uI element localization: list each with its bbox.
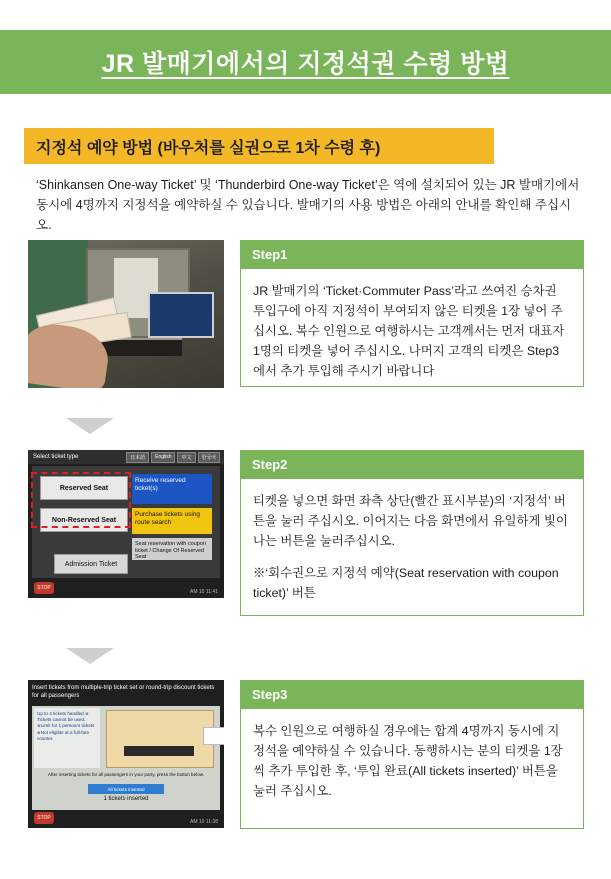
step-2-body — [240, 479, 584, 616]
step-2-body-main: 티켓을 넣으면 화면 좌측 상단(빨간 표시부분)의 ‘지정석’ 버튼을 눌러 주십시오. 이어지는 다음 화면에서 유일하게 빛이 나는 버튼을 눌러주십시오. — [253, 494, 568, 549]
step-1-text-block — [240, 240, 584, 387]
step-2-photo — [28, 450, 224, 598]
tickets-inserted-count: 1 tickets inserted — [103, 796, 149, 802]
page-header — [0, 30, 611, 94]
receive-reserved-ticket-button: Receive reserved ticket(s) — [132, 474, 212, 504]
insert-screen-mid-note: After inserting tickets for all passengers in your party, press the button below. — [47, 772, 205, 777]
stop-button: STOP — [34, 812, 54, 824]
admission-ticket-button: Admission Ticket — [54, 554, 128, 574]
screen-clock: AM 10 11:41 — [190, 588, 218, 595]
coupon-seat-reservation-button: Seat reservation with coupon ticket / Change Of Reserved Seat — [132, 538, 212, 560]
step-1 — [28, 240, 584, 402]
illustration-ticket-1 — [203, 727, 224, 745]
step-2-text-block — [240, 450, 584, 616]
insert-tickets-screen — [28, 680, 224, 828]
ticket-type-screen — [28, 450, 224, 598]
lang-ko: 한국어 — [198, 452, 221, 463]
step-1-heading: Step1 — [240, 240, 584, 269]
red-highlight-box — [31, 472, 131, 528]
subtitle-bar — [24, 128, 494, 164]
step-3 — [28, 680, 584, 840]
machine-illustration — [106, 710, 214, 768]
insert-screen-heading: Insert tickets from multiple-trip ticket set or round-trip discount tickets for all passengers — [32, 685, 215, 700]
lang-ja: 日本語 — [126, 452, 149, 463]
screen-clock: AM 10 11:38 — [190, 818, 218, 825]
step-2 — [28, 450, 584, 632]
illustration-slot — [124, 746, 194, 756]
step-3-text-block — [240, 680, 584, 829]
lang-en: English — [151, 452, 175, 463]
step-2-heading: Step2 — [240, 450, 584, 479]
step-1-photo — [28, 240, 224, 388]
step-3-body: 복수 인원으로 여행하실 경우에는 합계 4명까지 동시에 지정석을 예약하실 수 있습니다. 동행하시는 분의 티켓을 1장씩 추가 투입한 후, ‘투입 완료(All tickets inserted)’ 버튼을 눌러 주십시오. — [240, 709, 584, 829]
subtitle-text: 지정석 예약 방법 (바우처를 실권으로 1차 수령 후) — [36, 139, 381, 157]
arrow-step2-step3 — [66, 648, 114, 664]
machine-screen — [148, 292, 214, 338]
step-3-heading: Step3 — [240, 680, 584, 709]
step-1-body: JR 발매기의 ‘Ticket·Commuter Pass’라고 쓰여진 승차권 투입구에 아직 지정석이 부여되지 않은 티켓을 1장 넣어 주십시오. 복수 인원으로 여행하시는 고객께서는 먼저 대표자 1명의 티켓을 넣어 주십시오. 나머지 고객의 티켓은 Step3에서 추가 투입해 주시기 바랍니다 — [240, 269, 584, 387]
non-reserved-seat-button: Non-Reserved Seat — [40, 508, 128, 532]
step-3-photo — [28, 680, 224, 828]
intro-paragraph: ‘Shinkansen One-way Ticket’ 및 ‘Thunderbird One-way Ticket’은 역에 설치되어 있는 JR 발매기에서 동시에 4명까지 지정석을 예약하실 수 있습니다. 발매기의 사용 방법은 아래의 안내를 확인해 주십시오. — [36, 178, 580, 232]
purchase-route-search-button: Purchase tickets using route search — [132, 508, 212, 534]
jr-machine-photo — [28, 240, 224, 388]
screen-title: Select ticket type — [28, 450, 224, 464]
lang-zh: 中文 — [177, 452, 195, 463]
reserved-seat-button: Reserved Seat — [40, 476, 128, 500]
language-buttons — [126, 452, 220, 463]
insert-screen-side-note: Up to 4 tickets handled ※ Tickets cannot be used. ※Limit for 1 person/4 tickets ※Not eligible at a full-fare counter. — [34, 708, 100, 768]
step-2-note: ※‘회수권으로 지정석 예약(Seat reservation with coupon ticket)’ 버튼 — [253, 566, 559, 601]
arrow-step1-step2 — [66, 418, 114, 434]
stop-button: STOP — [34, 582, 54, 594]
all-tickets-inserted-button: All tickets inserted — [88, 784, 164, 794]
page-title: JR 발매기에서의 지정석권 수령 방법 — [101, 50, 510, 78]
insert-screen-body — [32, 706, 220, 810]
